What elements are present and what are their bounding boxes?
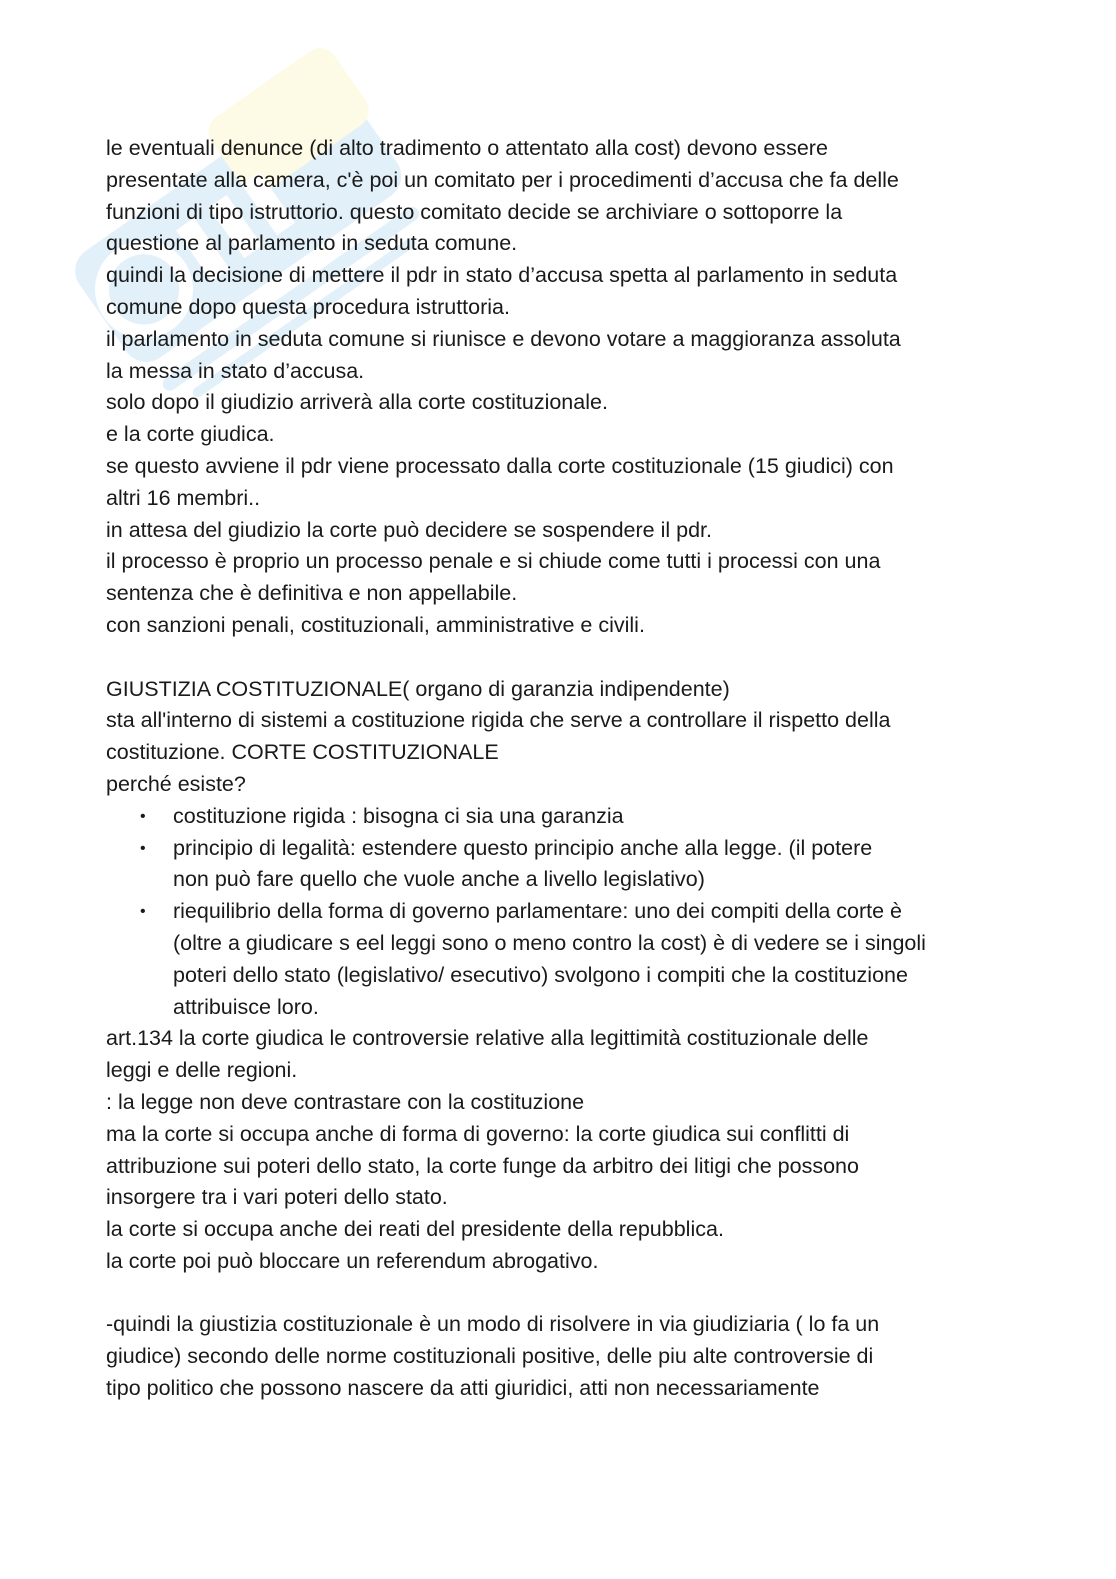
text-line: -quindi la giustizia costituzionale è un modo di risolvere in via giudiziaria ( lo fa un: [106, 1312, 880, 1337]
text-line: presentate alla camera, c'è poi un comitato per i procedimenti d’accusa che fa delle: [106, 167, 899, 192]
text-line: e la corte giudica.: [106, 422, 275, 447]
text-line: giudice) secondo delle norme costituzionali positive, delle piu alte controversie di: [106, 1344, 874, 1369]
text-line: tipo politico che possono nascere da atti giuridici, atti non necessariamente: [106, 1376, 820, 1401]
paragraph-conclusion: [106, 1309, 1006, 1404]
blank-line: [106, 642, 1006, 674]
text-line: • principio di legalità: estendere questo principio anche alla legge. (il potere: [173, 835, 873, 860]
text-line: leggi e delle regioni.: [106, 1058, 298, 1083]
text-line: non può fare quello che vuole anche a livello legislativo): [173, 867, 705, 892]
text-line: sta all'interno di sistemi a costituzione rigida che serve a controllare il rispetto della: [106, 708, 891, 733]
text-line: altri 16 membri..: [106, 485, 261, 510]
text-line: la corte poi può bloccare un referendum abrogativo.: [106, 1248, 599, 1273]
paragraph-impeachment: [106, 133, 1006, 642]
text-line: • riequilibrio della forma di governo parlamentare: uno dei compiti della corte è: [173, 899, 903, 924]
text-line: art.134 la corte giudica le controversie relative alla legittimità costituzionale delle: [106, 1026, 869, 1051]
document-body: [106, 133, 1006, 1405]
text-line: (oltre a giudicare s eel leggi sono o meno contro la cost) è di vedere se i singoli: [173, 930, 926, 955]
bullet-item: [173, 833, 1006, 897]
section-heading: GIUSTIZIA COSTITUZIONALE( organo di garanzia indipendente): [106, 676, 730, 701]
text-line: il parlamento in seduta comune si riunisce e devono votare a maggioranza assoluta: [106, 326, 901, 351]
text-line: la corte si occupa anche dei reati del presidente della repubblica.: [106, 1217, 724, 1242]
text-line: poteri dello stato (legislativo/ esecutivo) svolgono i compiti che la costituzione: [173, 962, 908, 987]
text-line: perché esiste?: [106, 771, 246, 796]
bullet-list: [106, 801, 1006, 1024]
text-line: comune dopo questa procedura istruttoria.: [106, 294, 510, 319]
text-line: attribuzione sui poteri dello stato, la corte funge da arbitro dei litigi che possono: [106, 1153, 859, 1178]
text-line: • costituzione rigida : bisogna ci sia una garanzia: [173, 803, 624, 828]
text-line: insorgere tra i vari poteri dello stato.: [106, 1185, 448, 1210]
paragraph-art-134: [106, 1023, 1006, 1277]
text-line: le eventuali denunce (di alto tradimento o attentato alla cost) devono essere: [106, 136, 828, 160]
text-line: solo dopo il giudizio arriverà alla corte costituzionale.: [106, 390, 608, 415]
blank-line: [106, 1278, 1006, 1310]
text-line: sentenza che è definitiva e non appellabile.: [106, 581, 518, 606]
text-line: attribuisce loro.: [173, 994, 319, 1019]
text-line: se questo avviene il pdr viene processato dalla corte costituzionale (15 giudici) con: [106, 453, 894, 478]
text-line: : la legge non deve contrastare con la costituzione: [106, 1089, 585, 1114]
paragraph-giustizia-costituzionale: [106, 674, 1006, 801]
text-line: in attesa del giudizio la corte può decidere se sospendere il pdr.: [106, 517, 712, 542]
bullet-item: [173, 896, 1006, 1023]
text-line: costituzione. CORTE COSTITUZIONALE: [106, 740, 499, 765]
text-line: quindi la decisione di mettere il pdr in stato d’accusa spetta al parlamento in seduta: [106, 263, 898, 288]
text-line: il processo è proprio un processo penale e si chiude come tutti i processi con una: [106, 549, 881, 574]
bullet-item: [173, 801, 1006, 833]
text-line: funzioni di tipo istruttorio. questo comitato decide se archiviare o sottoporre la: [106, 199, 843, 224]
text-line: con sanzioni penali, costituzionali, amministrative e civili.: [106, 612, 645, 637]
text-line: ma la corte si occupa anche di forma di governo: la corte giudica sui conflitti di: [106, 1121, 850, 1146]
text-line: questione al parlamento in seduta comune.: [106, 231, 518, 256]
text-line: la messa in stato d’accusa.: [106, 358, 365, 383]
